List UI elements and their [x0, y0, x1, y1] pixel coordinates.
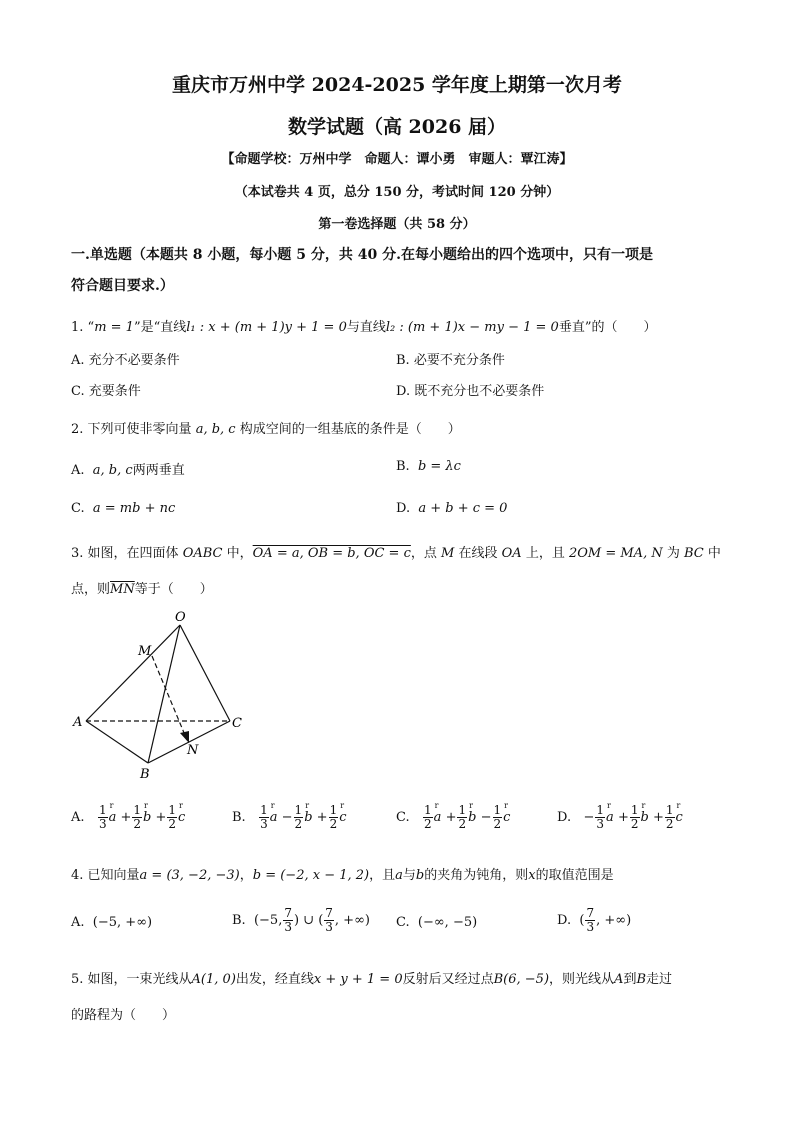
frac-num: 7 — [586, 906, 595, 920]
q5-line: x + y + 1 = 0 — [313, 972, 403, 987]
q4-b-part3: , +∞) — [334, 913, 370, 928]
frac-den: 2 — [294, 817, 303, 831]
q2-a-math: a, b, c — [92, 463, 133, 478]
q2-option-a[interactable] — [71, 459, 185, 478]
q3-segment-bc: BC — [684, 546, 704, 561]
q3-point-m: M — [441, 546, 455, 561]
vector-mn-arrowhead — [180, 731, 189, 743]
frac-den: 3 — [325, 920, 333, 934]
label-a: A — [73, 715, 83, 730]
q1-mid2: 与直线 — [346, 320, 386, 335]
question-3-stem-line1 — [71, 542, 721, 561]
question-5-stem-line1 — [71, 968, 672, 987]
q4-c-label: C. — [396, 915, 410, 930]
edge-oc — [180, 625, 230, 721]
q3-option-b[interactable] — [232, 804, 346, 831]
operator: + — [155, 810, 167, 825]
label-b: B — [140, 767, 150, 782]
question-4-stem — [71, 864, 614, 883]
q3-c-frac3 — [493, 804, 503, 831]
frac-num: 1 — [260, 803, 268, 817]
q2-vectors: a, b, c — [195, 422, 236, 437]
vector-a: r a — [109, 810, 117, 825]
tetrahedron-figure — [66, 606, 266, 786]
q3-b-label: B. — [232, 810, 246, 825]
q1-option-d[interactable]: D. 既不充分也不必要条件 — [396, 384, 545, 399]
q1-condition: m = 1 — [94, 320, 134, 335]
q1-suffix: 垂直”的（ ） — [558, 320, 657, 335]
q4-c-math: (−∞, −5) — [417, 915, 478, 930]
q2-a-label: A. — [71, 463, 85, 478]
q4-b-frac2 — [324, 907, 334, 934]
exam-note: （本试卷共 4 页，总分 150 分，考试时间 120 分钟） — [234, 185, 560, 200]
question-2-stem — [71, 418, 461, 437]
q4-sep: ， — [239, 868, 253, 883]
q3-text-i: 等于（ ） — [134, 582, 213, 597]
q1-option-a[interactable]: A. 充分不必要条件 — [71, 353, 180, 368]
vector-c: r c — [339, 810, 346, 825]
q5-text-e: 到 — [623, 972, 637, 987]
q5-a: A — [614, 972, 624, 987]
frac-den: 3 — [260, 817, 268, 831]
q3-c-frac1 — [423, 804, 433, 831]
q4-option-a[interactable] — [71, 915, 152, 930]
frac-num: 1 — [458, 803, 467, 817]
q5-text-f: 走过 — [646, 972, 673, 987]
frac-den: 3 — [98, 817, 107, 831]
q5-point-b: B(6, −5) — [493, 972, 550, 987]
q4-text-a: 4. 已知向量 — [71, 868, 140, 883]
q3-d-frac2 — [630, 804, 640, 831]
q4-vector-a: a = (3, −2, −3) — [139, 868, 240, 883]
q3-text-c: ，点 — [410, 546, 437, 561]
q1-option-c[interactable]: C. 充要条件 — [71, 384, 141, 399]
q1-line-l1: l₁ : x + (m + 1)y + 1 = 0 — [186, 320, 347, 335]
q4-text-e: 的取值范围是 — [535, 868, 614, 883]
frac-den: 3 — [284, 920, 292, 934]
q3-b-frac1 — [259, 804, 269, 831]
vector-a: r a — [270, 810, 278, 825]
frac-num: 7 — [325, 906, 333, 920]
q5-b: B — [636, 972, 647, 987]
author-info: 【命题学校：万州中学 命题人：谭小勇 审题人：覃江涛】 — [221, 152, 573, 167]
q3-condition: 2OM = MA, N — [568, 546, 663, 561]
q3-text-b: 中， — [226, 546, 253, 561]
q4-a-math: (−5, +∞) — [92, 915, 153, 930]
part1-heading-line1: 一.单选题（本题共 8 小题，每小题 5 分，共 40 分.在每小题给出的四个选项中，只有一项是 — [71, 247, 653, 263]
q1-line-l2: l₂ : (m + 1)x − my − 1 = 0 — [385, 320, 559, 335]
q4-a-label: A. — [71, 915, 85, 930]
q4-text-d: 的夹角为钝角，则 — [424, 868, 529, 883]
q4-text-c: 与 — [402, 868, 416, 883]
q2-c-math: a = mb + nc — [92, 501, 176, 516]
operator: + — [445, 810, 457, 825]
frac-num: 1 — [630, 803, 639, 817]
vector-a: r a — [606, 810, 614, 825]
exam-title: 重庆市万州中学 2024-2025 学年度上期第一次月考 — [172, 74, 622, 96]
vector-b: r b — [468, 810, 476, 825]
label-o: O — [175, 610, 186, 625]
frac-num: 1 — [424, 803, 432, 817]
q4-b-part1: (−5, — [253, 913, 283, 928]
q3-c-label: C. — [396, 810, 410, 825]
operator: + — [120, 810, 132, 825]
frac-den: 2 — [665, 817, 674, 831]
frac-num: 7 — [284, 906, 292, 920]
q3-segment-oa: OA — [501, 546, 522, 561]
q2-option-d[interactable] — [396, 501, 507, 516]
q3-vectors: OA = a, OB = b, OC = c — [252, 546, 411, 561]
frac-den: 3 — [586, 920, 595, 934]
q4-d-part2: , +∞) — [596, 913, 632, 928]
frac-den: 2 — [329, 817, 338, 831]
q1-option-b[interactable]: B. 必要不充分条件 — [396, 353, 505, 368]
operator: + — [316, 810, 328, 825]
q4-vector-b: b = (−2, x − 1, 2) — [252, 868, 370, 883]
question-1-stem — [71, 316, 656, 335]
frac-den: 2 — [168, 817, 177, 831]
q2-d-math: a + b + c = 0 — [418, 501, 508, 516]
frac-den: 2 — [630, 817, 639, 831]
q3-d-frac1 — [595, 804, 605, 831]
operator: − — [281, 810, 293, 825]
q2-a-text: 两两垂直 — [132, 463, 185, 478]
vector-a: r a — [434, 810, 442, 825]
frac-num: 1 — [168, 803, 177, 817]
q3-option-c[interactable] — [396, 804, 510, 831]
vector-c: r c — [676, 810, 683, 825]
q5-text-a: 5. 如图，一束光线从 — [71, 972, 192, 987]
vector-b: r b — [143, 810, 151, 825]
q3-c-frac2 — [457, 804, 467, 831]
q3-text-a: 3. 如图，在四面体 — [71, 546, 179, 561]
q4-option-c[interactable] — [396, 915, 477, 930]
frac-den: 2 — [458, 817, 467, 831]
vector-c: r c — [503, 810, 510, 825]
q3-vector-mn: $\overline{MN}$ — [110, 582, 135, 597]
q4-d-frac — [585, 907, 595, 934]
q3-a-frac3 — [167, 804, 177, 831]
label-c: C — [232, 716, 242, 731]
label-m: M — [138, 644, 152, 659]
q5-point-a: A(1, 0) — [191, 972, 236, 987]
q2-c-label: C. — [71, 501, 85, 516]
frac-num: 1 — [493, 803, 502, 817]
q3-b-frac3 — [329, 804, 339, 831]
question-3-stem-line2 — [71, 578, 213, 597]
q3-a-frac2 — [132, 804, 142, 831]
question-5-stem-line2: 的路程为（ ） — [71, 1008, 176, 1023]
edge-ab — [86, 721, 148, 763]
q4-b-part2: ) ∪ ( — [293, 913, 324, 928]
vector-b: r b — [641, 810, 649, 825]
q3-text-g: 中 — [707, 546, 721, 561]
q4-text-b: ，且 — [369, 868, 396, 883]
operator: + — [652, 810, 664, 825]
frac-num: 1 — [133, 803, 142, 817]
q3-b-frac2 — [294, 804, 304, 831]
frac-den: 2 — [493, 817, 502, 831]
frac-den: 2 — [133, 817, 142, 831]
q4-option-b[interactable] — [232, 907, 370, 934]
q5-text-c: 反射后又经过点 — [402, 972, 494, 987]
q3-text-d: 在线段 — [458, 546, 498, 561]
vector-c: r c — [178, 810, 185, 825]
q2-option-b[interactable] — [396, 459, 461, 474]
q2-b-math: b = λc — [417, 459, 461, 474]
q4-a: a — [395, 868, 403, 883]
q3-d-label: D. — [557, 810, 572, 825]
vector-b: r b — [304, 810, 312, 825]
q3-d-frac3 — [665, 804, 675, 831]
frac-num: 1 — [596, 803, 605, 817]
q3-option-d[interactable] — [557, 804, 683, 831]
frac-num: 1 — [329, 803, 338, 817]
operator: + — [617, 810, 629, 825]
label-n: N — [187, 743, 199, 758]
q5-text-b: 出发，经直线 — [235, 972, 314, 987]
frac-den: 3 — [596, 817, 605, 831]
q4-b-label: B. — [232, 913, 246, 928]
part1-heading-line2: 符合题目要求.） — [71, 278, 174, 294]
q4-b-frac1 — [283, 907, 293, 934]
q2-d-label: D. — [396, 501, 411, 516]
q2-option-c[interactable] — [71, 501, 175, 516]
q4-option-d[interactable] — [557, 907, 631, 934]
frac-num: 1 — [294, 803, 303, 817]
exam-subtitle: 数学试题（高 2026 届） — [287, 116, 507, 138]
q3-a-label: A. — [71, 810, 85, 825]
section-title: 第一卷选择题（共 58 分） — [318, 217, 476, 232]
edge-oa — [86, 625, 180, 721]
q4-d-label: D. — [557, 913, 572, 928]
frac-num: 1 — [98, 803, 107, 817]
q5-text-d: ，则光线从 — [549, 972, 615, 987]
q3-option-a[interactable] — [71, 804, 185, 831]
q3-tetrahedron: OABC — [182, 546, 223, 561]
q3-text-h: 点，则 — [71, 582, 111, 597]
q2-stem-b: 构成空间的一组基底的条件是（ ） — [239, 422, 461, 437]
q3-a-frac1 — [98, 804, 108, 831]
q4-x: x — [528, 868, 536, 883]
edge-ob — [148, 625, 180, 763]
q3-d-sign: − — [583, 810, 595, 825]
frac-den: 2 — [424, 817, 432, 831]
q3-text-e: 上，且 — [525, 546, 565, 561]
frac-num: 1 — [665, 803, 674, 817]
q3-text-f: 为 — [666, 546, 680, 561]
q4-d-part1: ( — [579, 913, 585, 928]
q1-mid1: ”是“直线 — [133, 320, 187, 335]
q1-prefix: 1. “ — [71, 320, 95, 335]
operator: − — [480, 810, 492, 825]
q2-stem-a: 2. 下列可使非零向量 — [71, 422, 192, 437]
q2-b-label: B. — [396, 459, 410, 474]
q4-b: b — [415, 868, 425, 883]
